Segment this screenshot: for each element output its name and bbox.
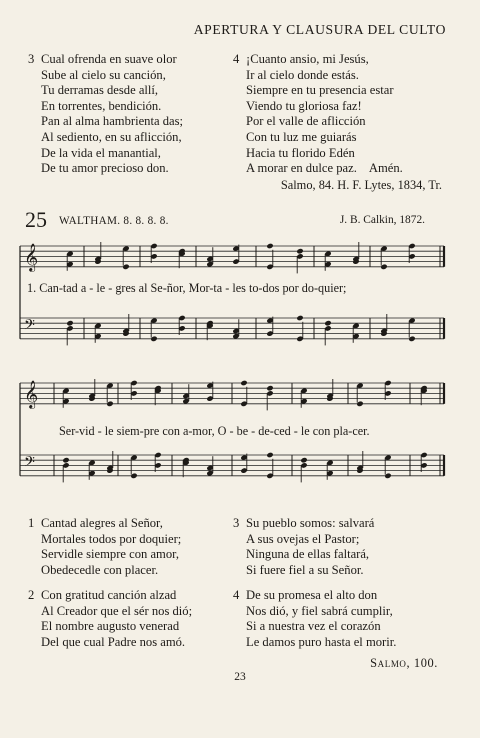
bass-notehead	[324, 320, 331, 326]
stanza-number: 3	[233, 516, 240, 530]
composer: J. B. Calkin, 1872.	[339, 214, 425, 226]
stanza-line: Siempre en tu presencia estar	[246, 83, 394, 98]
stanza-line: En torrentes, bendición.	[41, 98, 162, 113]
stanza-line: Ir al cielo donde estás.	[246, 67, 359, 82]
stanza-line: Con tu luz me guiarás	[246, 129, 357, 144]
treble-clef-icon: 𝄞	[24, 243, 39, 271]
stanza-number: 4	[233, 52, 240, 66]
lyrics-line-1: 1. Can-tad a - le - gres al Se-ñor, Mor-ta - les to-dos por do-quier;	[27, 281, 347, 295]
stanza-line: A morar en dulce paz.	[246, 161, 357, 176]
bass-notehead	[62, 457, 69, 463]
amen-text: Amén.	[368, 161, 403, 176]
stanza-line: De su promesa el alto don	[246, 588, 378, 602]
stanza-top-3	[28, 52, 183, 177]
stanza-bottom-1	[28, 516, 181, 578]
top-attribution: Salmo, 84. H. F. Lytes, 1834, Tr.	[280, 178, 442, 192]
stanza-line: Mortales todos por doquier;	[41, 531, 182, 546]
stanza-line: Al sediento, en su aflicción,	[41, 129, 182, 144]
stanza-number: 1	[28, 516, 35, 530]
treble-notehead	[266, 385, 273, 391]
bass-notehead	[266, 452, 273, 458]
treble-clef-icon: 𝄞	[24, 380, 39, 408]
bottom-attribution: Salmo, 100.	[370, 656, 438, 670]
bass-notehead	[66, 320, 73, 326]
stanza-line: Del que cual Padre nos amó.	[41, 634, 186, 649]
bass-clef-icon: 𝄢	[24, 454, 35, 474]
bass-notehead	[296, 315, 303, 321]
stanza-line: Por el valle de aflicción	[246, 114, 366, 129]
stanza-line: A sus ovejas el Pastor;	[246, 531, 360, 546]
stanza-line: Nos dió, y fiel sabrá cumplir,	[246, 603, 393, 618]
treble-notehead	[296, 248, 303, 254]
stanza-number: 3	[28, 52, 35, 66]
stanza-line: Hacia tu florido Edén	[246, 145, 355, 160]
stanza-line: Cantad alegres al Señor,	[41, 516, 163, 530]
treble-notehead	[240, 380, 247, 386]
bass-clef-icon: 𝄢	[24, 317, 35, 337]
stanza-line: Le damos puro hasta el morir.	[246, 634, 397, 649]
stanza-line: Servidle siempre con amor,	[41, 547, 179, 562]
stanza-bottom-2	[28, 588, 192, 650]
stanza-bottom-3	[233, 516, 374, 578]
stanza-line: Viendo tu gloriosa faz!	[246, 98, 362, 113]
stanza-line: ¡Cuanto ansio, mi Jesús,	[246, 52, 369, 66]
treble-notehead	[266, 243, 273, 249]
stanza-line: Con gratitud canción alzad	[41, 588, 177, 602]
page-header: APERTURA Y CLAUSURA DEL CULTO	[193, 22, 446, 37]
music-system-1	[0, 230, 480, 380]
stanza-line: Si a nuestra vez el corazón	[246, 619, 381, 634]
stanza-line: Cual ofrenda en suave olor	[41, 52, 177, 66]
stanza-line: El nombre augusto venerad	[41, 619, 180, 634]
stanza-line: Su pueblo somos: salvará	[246, 516, 375, 530]
stanza-line: De tu amor precioso don.	[41, 161, 169, 176]
stanza-line: Al Creador que el sér nos dió;	[41, 603, 193, 618]
bass-notehead	[300, 457, 307, 463]
stanza-line: Tu derramas desde allí,	[41, 83, 159, 98]
stanza-top-4	[233, 52, 403, 177]
stanza-line: Sube al cielo su canción,	[41, 67, 166, 82]
stanza-number: 2	[28, 588, 35, 602]
music-system-2	[0, 365, 480, 515]
stanza-line: De la vida el manantial,	[41, 145, 161, 160]
stanza-line: Si fuere fiel a su Señor.	[246, 562, 364, 577]
page-number: 23	[234, 671, 246, 683]
stanza-number: 4	[233, 588, 240, 602]
tune-name: WALTHAM. 8. 8. 8. 8.	[59, 215, 169, 227]
stanza-bottom-4	[233, 588, 396, 650]
hymn-number: 25	[25, 207, 47, 232]
stanza-line: Obedecedle con placer.	[41, 562, 159, 577]
stanza-line: Ninguna de ellas faltará,	[246, 547, 370, 562]
lyrics-line-2: Ser-vid - le siem-pre con a-mor, O - be - de-ced - le con pla-cer.	[59, 424, 370, 438]
stanza-line: Pan al alma hambrienta das;	[41, 114, 183, 129]
